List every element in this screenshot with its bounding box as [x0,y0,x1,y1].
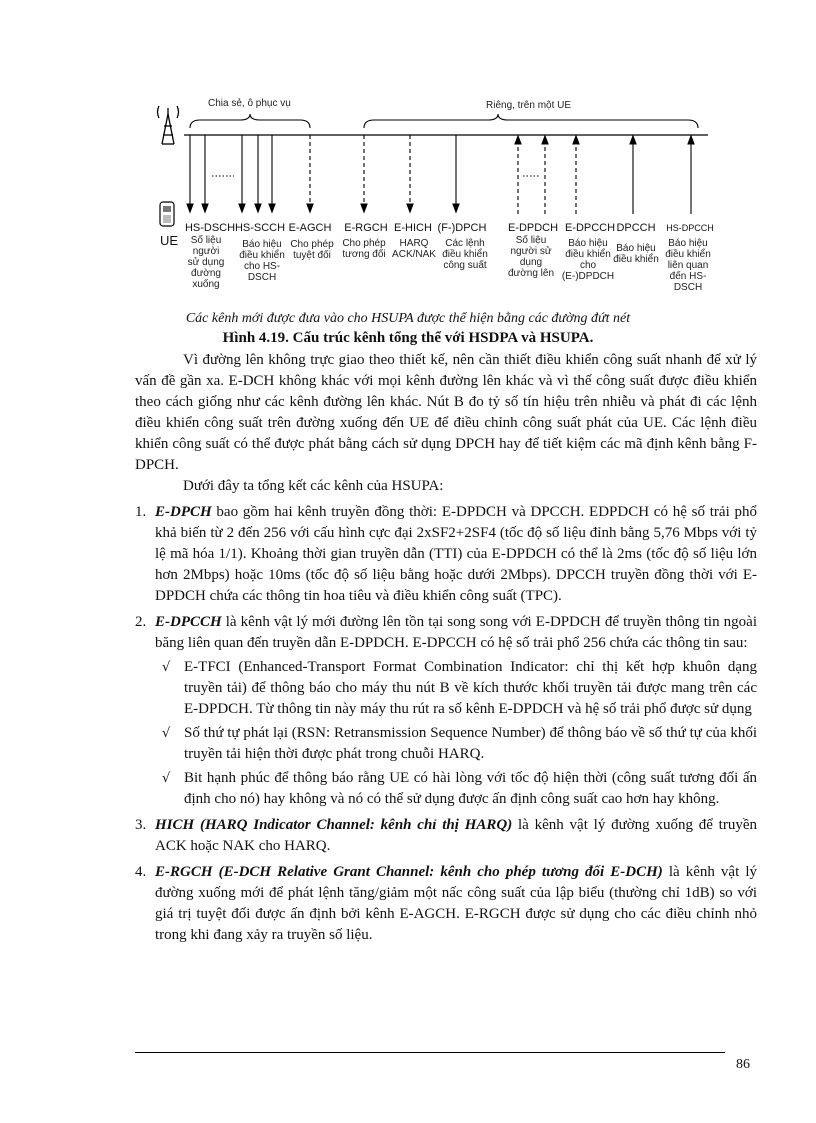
channel-name: DPCCH [616,222,656,234]
check-icon: √ [162,771,171,786]
item-number: 2. [135,614,147,630]
shared-group-label: Chia sẻ, ô phục vụ [208,98,291,109]
check-icon: √ [162,726,171,741]
list-item [135,862,757,946]
channel-name: E-DPDCH [507,222,559,234]
list-item [135,612,757,810]
sub-item-text: E-TFCI (Enhanced-Transport Format Combination Indicator: chỉ thị kết hợp khuôn dạng truyền tải) để thông báo cho máy thu nút B về kích thước khối truyền tải được mang trên các E-DPDCH. Từ thông tin này máy thu rút ra số kênh E-DPDCH và hệ số trải phổ được sử dụng [184,659,757,717]
check-icon: √ [162,660,171,675]
item-term: E-DPCCH [155,614,222,630]
item-term: HICH (HARQ Indicator Channel: kênh chỉ thị HARQ) [155,817,513,833]
item-text: là kênh vật lý đường xuống mới để phát lệnh tăng/giảm một nấc công suất của lập biểu (thường chỉ 1dB) so với giá trị tuyệt đối được ấn định bởi kênh E-AGCH. E-RGCH được sử dụng cho các điều chỉnh nhỏ trong khi đang xảy ra truyền số liệu. [155,864,757,943]
item-number: 3. [135,817,147,833]
channel-list [135,502,757,946]
item-text: là kênh vật lý đường xuống để truyền ACK hoặc NAK cho HARQ. [155,817,757,854]
channel-desc: HARQ ACK/NAK [392,238,436,260]
channel-name: (F-)DPCH [437,222,487,234]
figure-caption: Hình 4.19. Cấu trúc kênh tổng thể với HSDPA và HSUPA. [222,330,594,346]
channel-desc: Báo hiệu điều khiển [613,243,659,265]
figure-note: Các kênh mới được đưa vào cho HSUPA được thể hiện bằng các đường đứt nét [185,311,631,326]
mobile-phone-icon [160,202,174,226]
uplink-arrows [515,136,694,214]
item-term: E-DPCH [155,504,212,520]
channel-name: HS-SCCH [234,222,286,234]
channel-desc: Báo hiệu điều khiển liên quan đến HS- DSCH [665,238,711,293]
item-text: là kênh vật lý mới đường lên tồn tại song song với E-DPDCH để truyền thông tin ngoài băng liên quan đến truyền dẫn E-DPDCH. E-DPCCH có hệ số trải phổ 256 chứa các thông tin sau: [155,614,757,651]
sub-list-item [155,768,757,810]
item-number: 1. [135,504,147,520]
channel-desc: Cho phép tuyệt đối [290,239,334,261]
ue-label: UE [159,233,179,248]
channel-desc: Báo hiệu điều khiển cho (E-)DPDCH [561,238,615,282]
list-item [135,502,757,607]
footer-divider [135,1052,725,1053]
sub-list [155,657,757,810]
channel-desc: Cho phép tương đối [342,238,386,260]
body-text [135,350,757,946]
paragraph: Dưới đây ta tổng kết các kênh của HSUPA: [183,478,444,494]
sub-list-item [155,657,757,720]
page-number: 86 [736,1057,750,1072]
downlink-arrows [187,135,459,212]
channel-name: HS-DPCCH [666,223,714,233]
item-term: E-RGCH (E-DCH Relative Grant Channel: kênh cho phép tương đối E-DCH) [155,864,663,880]
channel-desc: Số liệu người sử dụng đường xuống [187,235,225,290]
sub-item-text: Bit hạnh phúc để thông báo rằng UE có hài lòng với tốc độ hiện thời (công suất tương đối ấn định cho nó) hay không và nó có thể sử dụng được ấn định công suất cao hơn hay không. [184,770,757,807]
channel-structure-figure [148,92,718,307]
base-station-tower-icon [158,106,179,144]
channel-name: E-RGCH [344,222,388,234]
paragraph: Vì đường lên không trực giao theo thiết kế, nên cần thiết điều khiển công suất nhanh để xử lý vấn đề gần xa. E-DCH không khác với mọi kênh đường lên khác và vì thế công suất được điều khiển theo cách giống như các kênh đường lên khác. Nút B đo tỷ số tín hiệu trên nhiễu và phát đi các lệnh điều khiển công suất trên đường xuống đến UE để điều chỉnh công suất phát của UE. Các lệnh điều khiển công suất có thể được phát bằng cách sử dụng DPCH hay để tiết kiệm các mã định kênh bằng F-DPCH. [135,352,757,473]
channel-name: E-HICH [394,222,432,234]
channel-desc: Các lệnh điều khiển công suất [442,238,488,271]
list-item [135,815,757,857]
channel-name: HS-DSCH [184,222,236,234]
dedicated-channels-brace [364,114,698,128]
channel-desc: Số liệu người sử dụng đường lên [507,235,555,279]
shared-channels-brace [190,114,310,128]
item-text: bao gồm hai kênh truyền đồng thời: E-DPDCH và DPCCH. EDPDCH có hệ số trải phổ khả biến từ 2 đến 256 với cấu hình cực đại 2xSF2+2SF4 (tốc độ số liệu đỉnh bằng 5,76 Mbps với tỷ lệ mã hóa 1/1). Khoảng thời gian truyền dẫn (TTI) của E-DPDCH có thể là 2ms (tốc độ số liệu lớn hơn 2Mbps) hoặc 10ms (tốc độ số liệu bằng hoặc dưới 2Mbps). DPCCH truyền đồng thời với E-DPDCH chứa các thông tin hoa tiêu và điều khiển công suất (TPC). [155,504,757,604]
sub-list-item [155,723,757,765]
channel-desc: Báo hiệu điều khiển cho HS- DSCH [239,239,285,283]
item-number: 4. [135,864,147,880]
channel-name: E-DPCCH [564,222,616,234]
sub-item-text: Số thứ tự phát lại (RSN: Retransmission Sequence Number) để thông báo về số thứ tự của khối truyền tải hiện thời được phát trong chuỗi HARQ. [184,725,757,762]
channel-name: E-AGCH [288,222,332,234]
dedicated-group-label: Riêng, trên một UE [486,100,572,111]
